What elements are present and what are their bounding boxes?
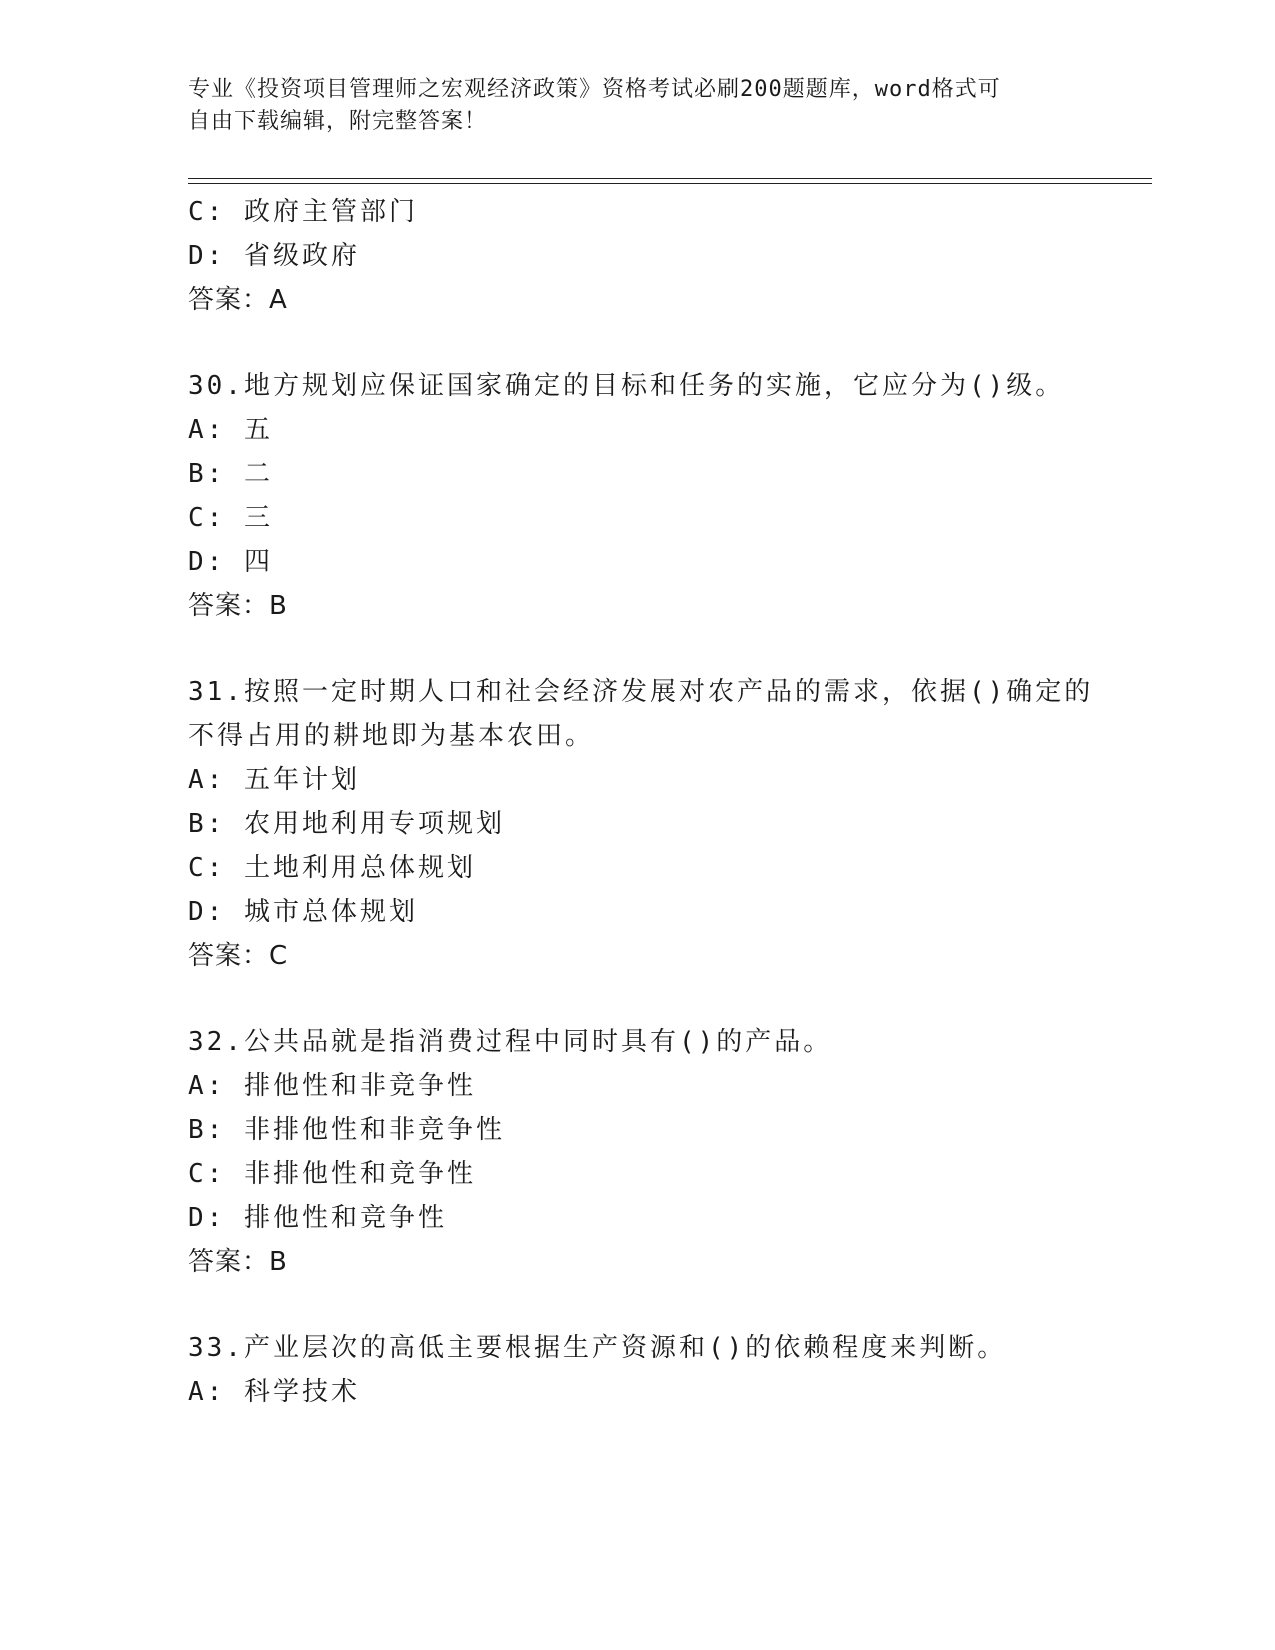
option-b: B: 二 <box>188 459 273 489</box>
option-c: C: 非排他性和竞争性 <box>188 1159 476 1189</box>
question-stem: 32.公共品就是指消费过程中同时具有()的产品。 <box>188 1027 833 1057</box>
question-stem: 33.产业层次的高低主要根据生产资源和()的依赖程度来判断。 <box>188 1333 1007 1363</box>
answer-line: 答案：B <box>188 1247 288 1277</box>
question-stem-continued: 不得占用的耕地即为基本农田。 <box>188 721 595 751</box>
question-stem: 30.地方规划应保证国家确定的目标和任务的实施，它应分为()级。 <box>188 371 1065 401</box>
option-c: C: 政府主管部门 <box>188 197 418 227</box>
option-c: C: 三 <box>188 503 273 533</box>
option-a: A: 科学技术 <box>188 1377 360 1407</box>
header-line-2: 自由下载编辑，附完整答案！ <box>188 109 488 134</box>
answer-line: 答案：C <box>188 941 289 971</box>
header-rule-top <box>188 178 1152 179</box>
option-b: B: 农用地利用专项规划 <box>188 809 505 839</box>
option-a: A: 排他性和非竞争性 <box>188 1071 476 1101</box>
option-a: A: 五年计划 <box>188 765 360 795</box>
header-line-1: 专业《投资项目管理师之宏观经济政策》资格考试必刷200题题库，word格式可 <box>188 77 1001 102</box>
option-d: D: 城市总体规划 <box>188 897 418 927</box>
option-d: D: 四 <box>188 547 273 577</box>
option-a: A: 五 <box>188 415 273 445</box>
option-d: D: 排他性和竞争性 <box>188 1203 447 1233</box>
question-stem: 31.按照一定时期人口和社会经济发展对农产品的需求，依据()确定的 <box>188 677 1094 707</box>
option-c: C: 土地利用总体规划 <box>188 853 476 883</box>
answer-line: 答案：A <box>188 285 288 315</box>
header-rule-bottom <box>188 183 1152 184</box>
answer-line: 答案：B <box>188 591 288 621</box>
option-b: B: 非排他性和非竞争性 <box>188 1115 505 1145</box>
document-header <box>188 74 1088 138</box>
option-d: D: 省级政府 <box>188 241 360 271</box>
